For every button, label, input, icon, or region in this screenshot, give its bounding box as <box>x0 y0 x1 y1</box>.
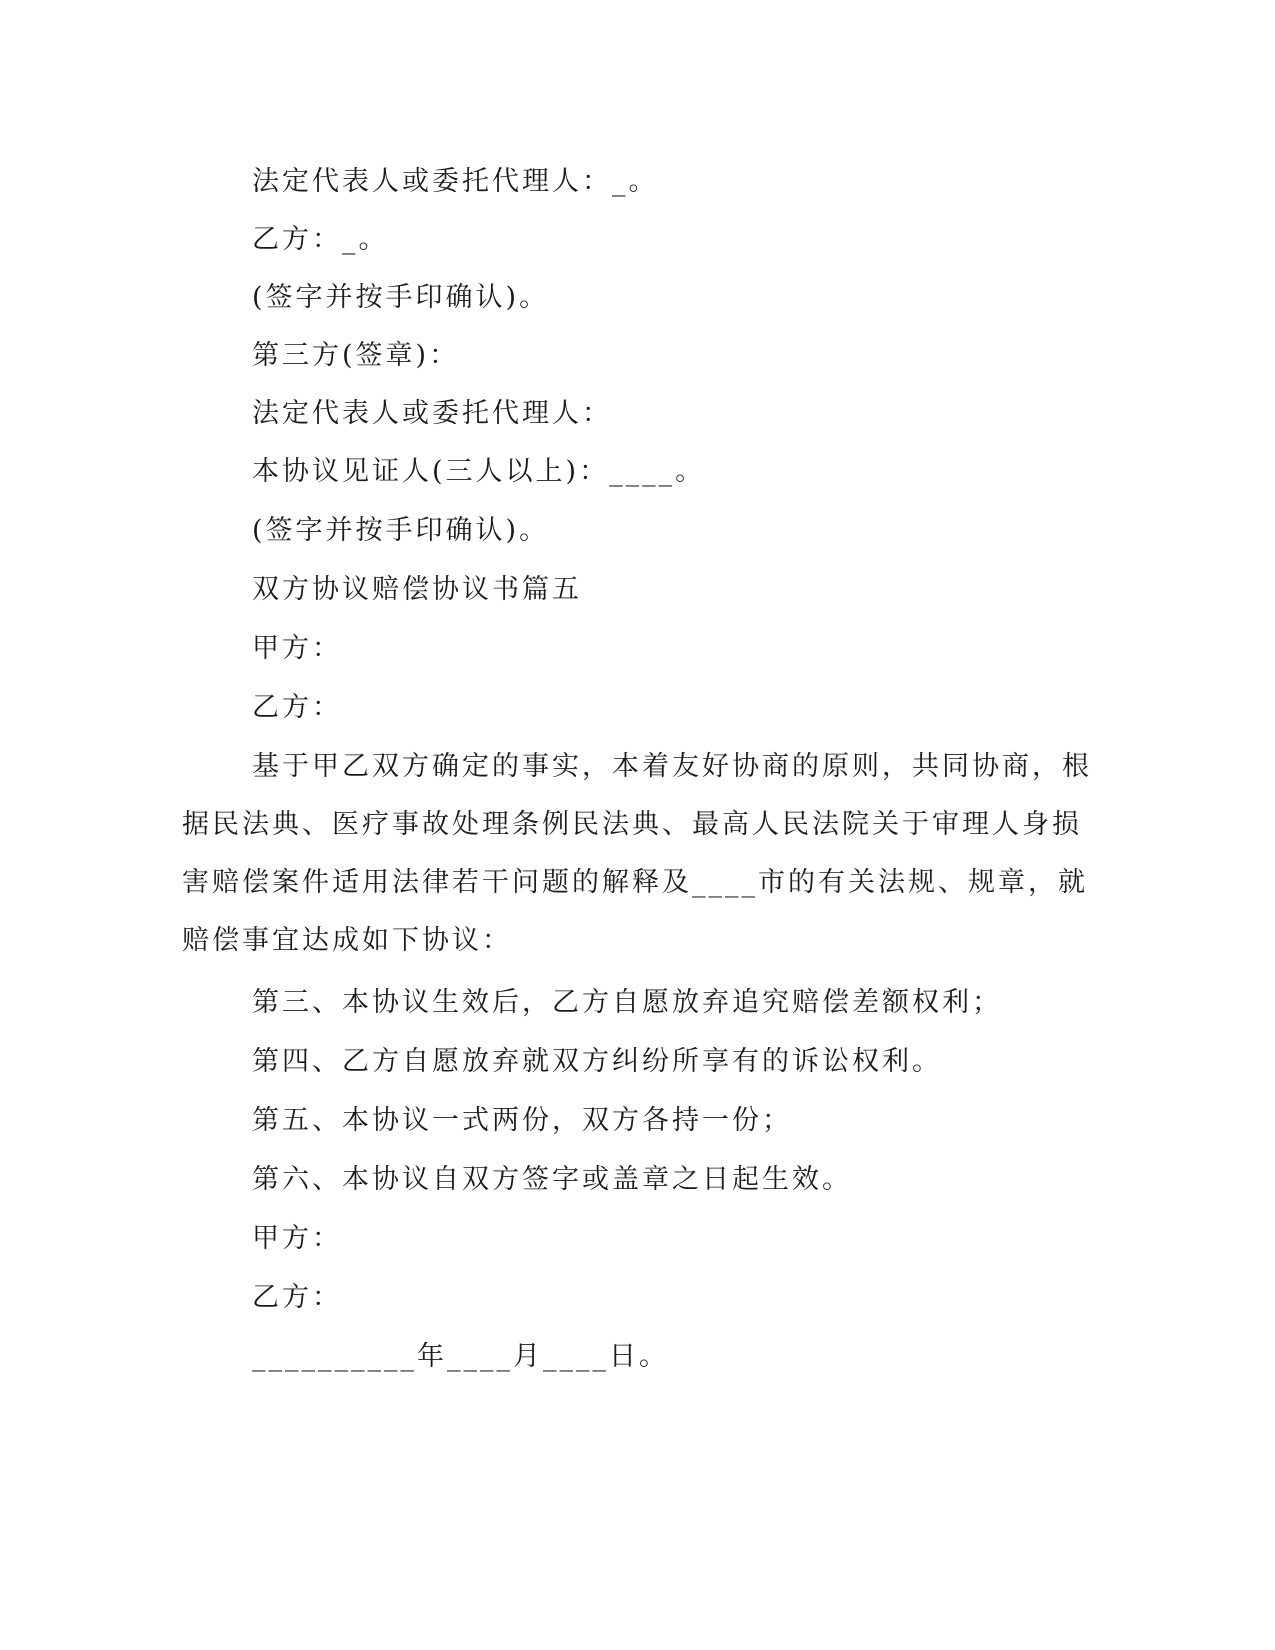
clause-three: 第三、本协议生效后，乙方自愿放弃追究赔偿差额权利； <box>252 987 1002 1018</box>
sign-confirm-line-1: (签字并按手印确认)。 <box>252 282 550 313</box>
clause-six: 第六、本协议自双方签字或盖章之日起生效。 <box>252 1164 852 1195</box>
party-b-line-3: 乙方： <box>252 1282 342 1313</box>
third-party-line: 第三方(签章)： <box>252 340 460 371</box>
sign-confirm-line-2: (签字并按手印确认)。 <box>252 515 550 546</box>
legal-rep-line-1: 法定代表人或委托代理人：_。 <box>252 166 659 197</box>
clause-four: 第四、乙方自愿放弃就双方纠纷所享有的诉讼权利。 <box>252 1046 942 1077</box>
date-line: __________年____月____日。 <box>252 1341 669 1372</box>
legal-rep-line-2: 法定代表人或委托代理人： <box>252 398 612 429</box>
body-paragraph-line-4: 赔偿事宜达成如下协议： <box>182 925 512 956</box>
clause-five: 第五、本协议一式两份，双方各持一份； <box>252 1105 792 1136</box>
section-heading: 双方协议赔偿协议书篇五 <box>252 574 582 605</box>
body-paragraph-line-2: 据民法典、医疗事故处理条例民法典、最高人民法院关于审理人身损 <box>182 809 1082 840</box>
body-paragraph-line-3: 害赔偿案件适用法律若干问题的解释及____市的有关法规、规章，就 <box>182 867 1088 898</box>
body-paragraph-line-1: 基于甲乙双方确定的事实，本着友好协商的原则，共同协商，根 <box>252 751 1092 782</box>
party-a-line-2: 甲方： <box>252 1223 342 1254</box>
party-b-line-2: 乙方： <box>252 692 342 723</box>
witness-line: 本协议见证人(三人以上)：____。 <box>252 456 706 487</box>
party-b-line-1: 乙方：_。 <box>252 224 389 255</box>
party-a-line-1: 甲方： <box>252 633 342 664</box>
